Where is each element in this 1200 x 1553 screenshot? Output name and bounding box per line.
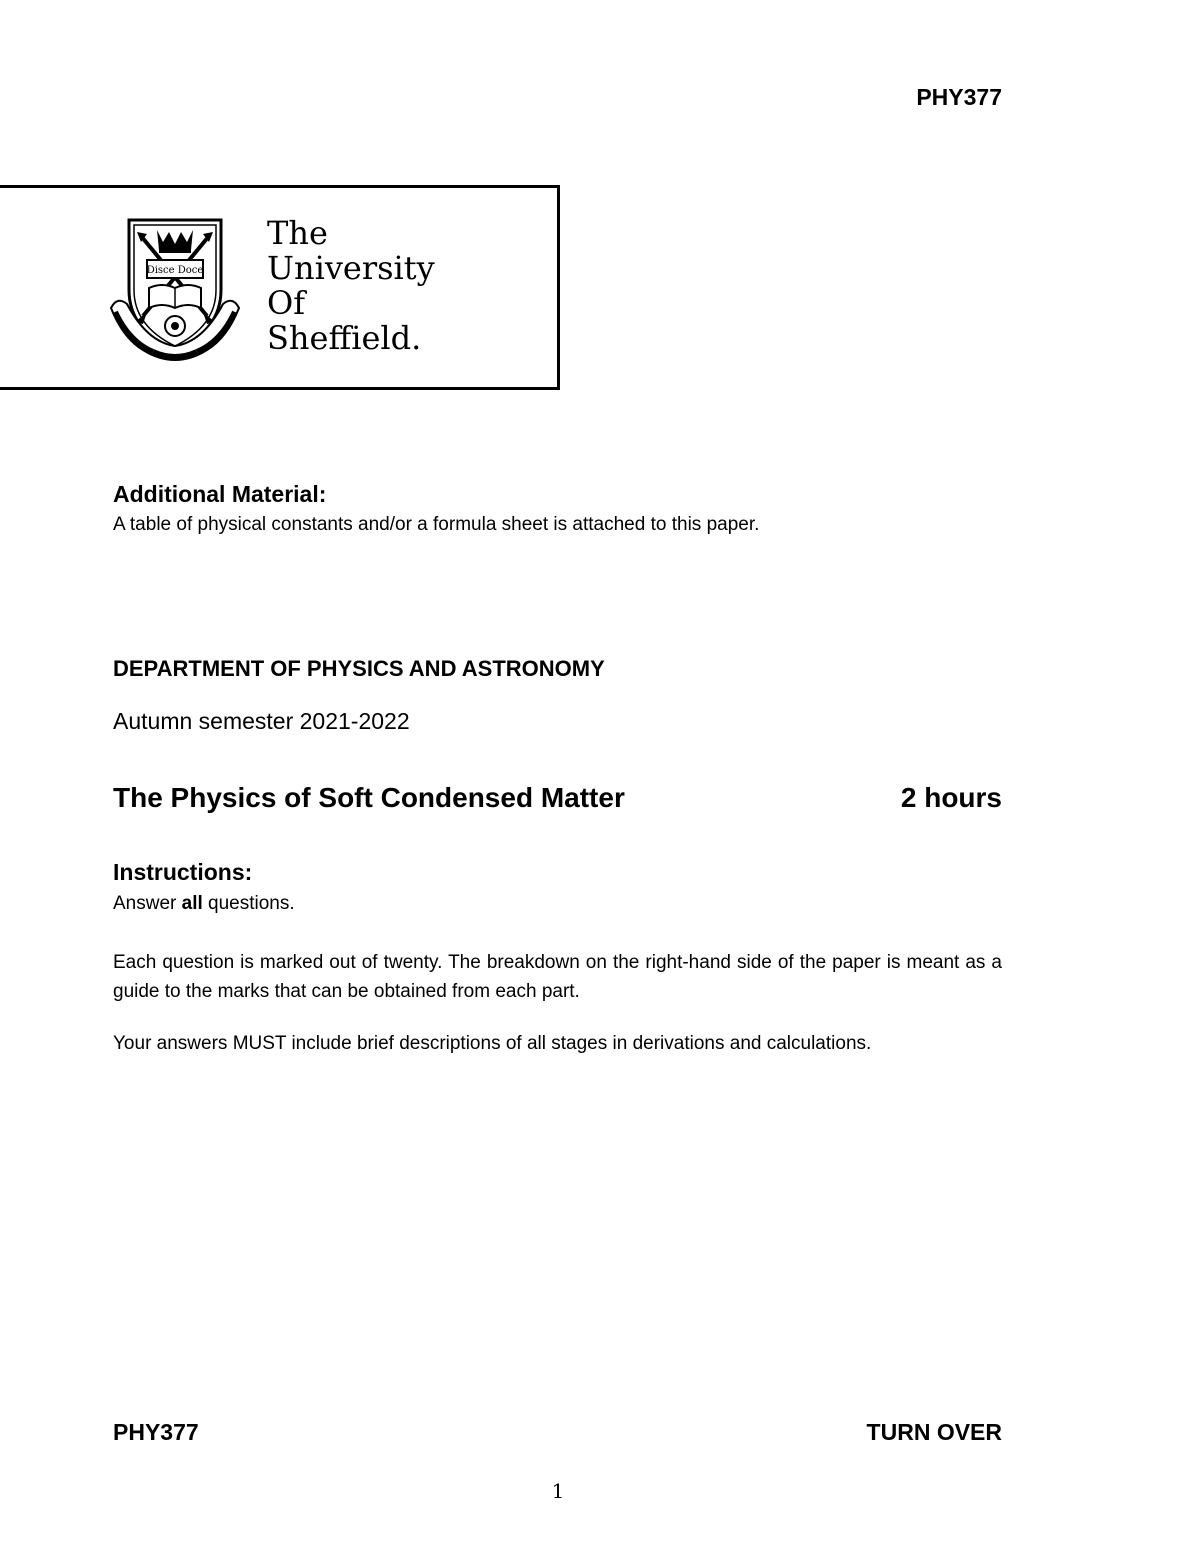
university-name-line: University (267, 249, 435, 287)
footer-course-code: PHY377 (113, 1419, 199, 1445)
answer-suffix: questions. (202, 893, 295, 914)
answer-prefix: Answer (113, 893, 182, 914)
course-title: The Physics of Soft Condensed Matter (113, 782, 625, 813)
answer-emphasis: all (181, 893, 203, 914)
answers-requirement-paragraph: Your answers MUST include brief descriptions of all stages in derivations and calculations. (113, 1033, 872, 1054)
header-course-code: PHY377 (916, 84, 1002, 110)
university-name-line: Of (267, 284, 306, 322)
university-crest-icon (107, 212, 243, 362)
crest-book-label: Disce Doce (146, 265, 204, 276)
answer-all-instruction (113, 893, 295, 915)
instructions-heading: Instructions: (113, 859, 253, 885)
marks-breakdown-paragraph: Each question is marked out of twenty. The breakdown on the right-hand side of the paper is meant as a guide to the marks that can be obtained from each part. (113, 952, 1002, 1002)
additional-material-text: A table of physical constants and/or a formula sheet is attached to this paper. (113, 514, 760, 535)
exam-duration: 2 hours (900, 782, 1002, 813)
university-name-line: Sheffield. (267, 319, 422, 357)
additional-material-heading: Additional Material: (113, 481, 327, 507)
turn-over-label: TURN OVER (866, 1419, 1002, 1445)
university-name-line: The (267, 214, 328, 252)
semester-label: Autumn semester 2021-2022 (113, 708, 410, 734)
page-number: 1 (551, 1479, 565, 1503)
university-name (267, 216, 435, 356)
university-logo (0, 185, 560, 390)
department-name: DEPARTMENT OF PHYSICS AND ASTRONOMY (113, 656, 605, 681)
